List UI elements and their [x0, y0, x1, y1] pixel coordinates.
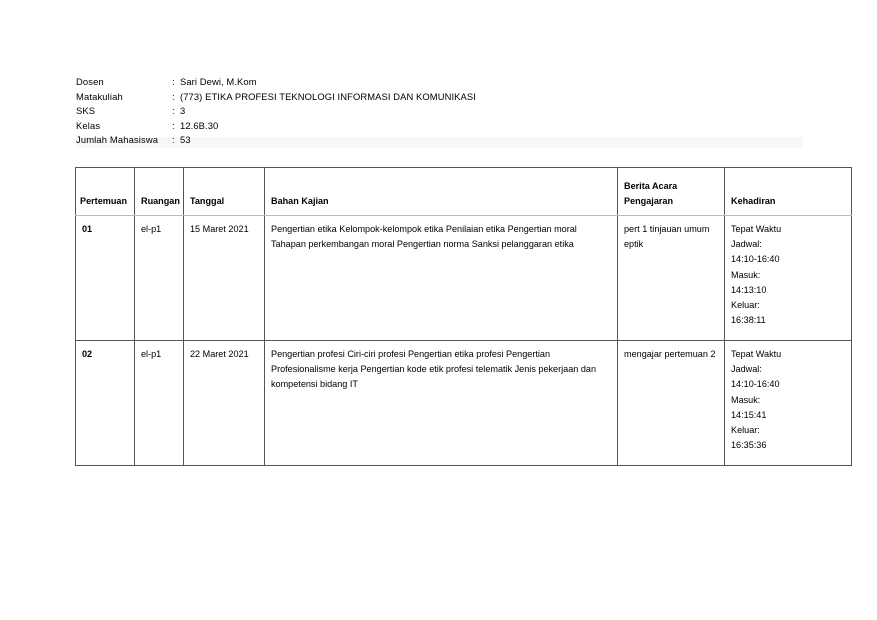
info-separator: : — [172, 105, 175, 116]
table-row — [76, 341, 852, 466]
cell-ruangan: el-p1 — [135, 341, 184, 466]
cell-pertemuan: 01 — [76, 216, 135, 341]
info-row-jumlah-mahasiswa — [76, 133, 803, 148]
info-separator: : — [172, 76, 175, 87]
info-value-jumlah-mahasiswa: 53 — [180, 134, 191, 145]
info-label: Matakuliah — [76, 90, 123, 102]
info-separator: : — [172, 119, 175, 131]
kehadiran-status: Tepat Waktu — [731, 349, 782, 359]
jadwal-label: Jadwal: — [731, 364, 762, 375]
header-berita-acara: Berita Acara Pengajaran — [618, 168, 725, 216]
header-tanggal: Tanggal — [184, 168, 265, 216]
info-value-matakuliah: (773) ETIKA PROFESI TEKNOLOGI INFORMASI DAN KOMUNIKASI — [180, 90, 476, 102]
header-kehadiran: Kehadiran — [725, 168, 852, 216]
info-value-kelas: 12.6B.30 — [180, 119, 219, 131]
keluar-label: Keluar: — [731, 425, 760, 436]
cell-ruangan: el-p1 — [135, 216, 184, 341]
cell-bahan-kajian: Pengertian profesi Ciri-ciri profesi Pengertian etika profesi Pengertian Profesionalisme kerja Pengertian kode etik profesi telematik Jenis pekerjaan dan kompetensi bidang IT — [265, 341, 618, 466]
keluar-value: 16:35:36 — [731, 440, 767, 451]
header-ruangan: Ruangan — [135, 168, 184, 216]
cell-bahan-kajian: Pengertian etika Kelompok-kelompok etika Penilaian etika Pengertian moral Tahapan perkembangan moral Pengertian norma Sanksi pelanggaran etika — [265, 216, 618, 341]
info-row-sks — [76, 104, 803, 119]
masuk-label: Masuk: — [731, 394, 761, 405]
cell-tanggal: 15 Maret 2021 — [184, 216, 265, 341]
cell-tanggal: 22 Maret 2021 — [184, 341, 265, 466]
jadwal-value: 14:10-16:40 — [731, 379, 780, 390]
info-row-matakuliah — [76, 90, 803, 105]
info-label: Dosen — [76, 76, 104, 87]
info-label: Jumlah Mahasiswa — [76, 134, 159, 145]
info-row-dosen — [76, 75, 803, 90]
attendance-table — [75, 167, 852, 466]
kehadiran-status: Tepat Waktu — [731, 224, 782, 234]
jadwal-value: 14:10-16:40 — [731, 254, 780, 265]
info-separator: : — [172, 90, 175, 102]
masuk-value: 14:15:41 — [731, 409, 767, 420]
cell-berita-acara: pert 1 tinjauan umum eptik — [618, 216, 725, 341]
info-label: Kelas — [76, 119, 101, 131]
keluar-value: 16:38:11 — [731, 315, 766, 326]
header-pertemuan: Pertemuan — [76, 168, 135, 216]
masuk-label: Masuk: — [731, 269, 761, 280]
keluar-label: Keluar: — [731, 300, 760, 311]
cell-pertemuan: 02 — [76, 341, 135, 466]
cell-kehadiran — [725, 341, 852, 466]
header-bahan-kajian: Bahan Kajian — [265, 168, 618, 216]
cell-kehadiran — [725, 216, 852, 341]
jadwal-label: Jadwal: — [731, 239, 762, 250]
kehadiran-details — [731, 347, 845, 453]
info-value-dosen: Sari Dewi, M.Kom — [180, 76, 257, 87]
masuk-value: 14:13:10 — [731, 284, 767, 295]
info-value-sks: 3 — [180, 105, 186, 116]
cell-berita-acara: mengajar pertemuan 2 — [618, 341, 725, 466]
course-info — [76, 75, 803, 148]
kehadiran-details — [731, 222, 845, 328]
info-separator: : — [172, 134, 175, 145]
info-label: SKS — [76, 105, 96, 116]
table-header-row — [76, 168, 852, 216]
table-row — [76, 216, 852, 341]
info-row-kelas — [76, 119, 803, 134]
